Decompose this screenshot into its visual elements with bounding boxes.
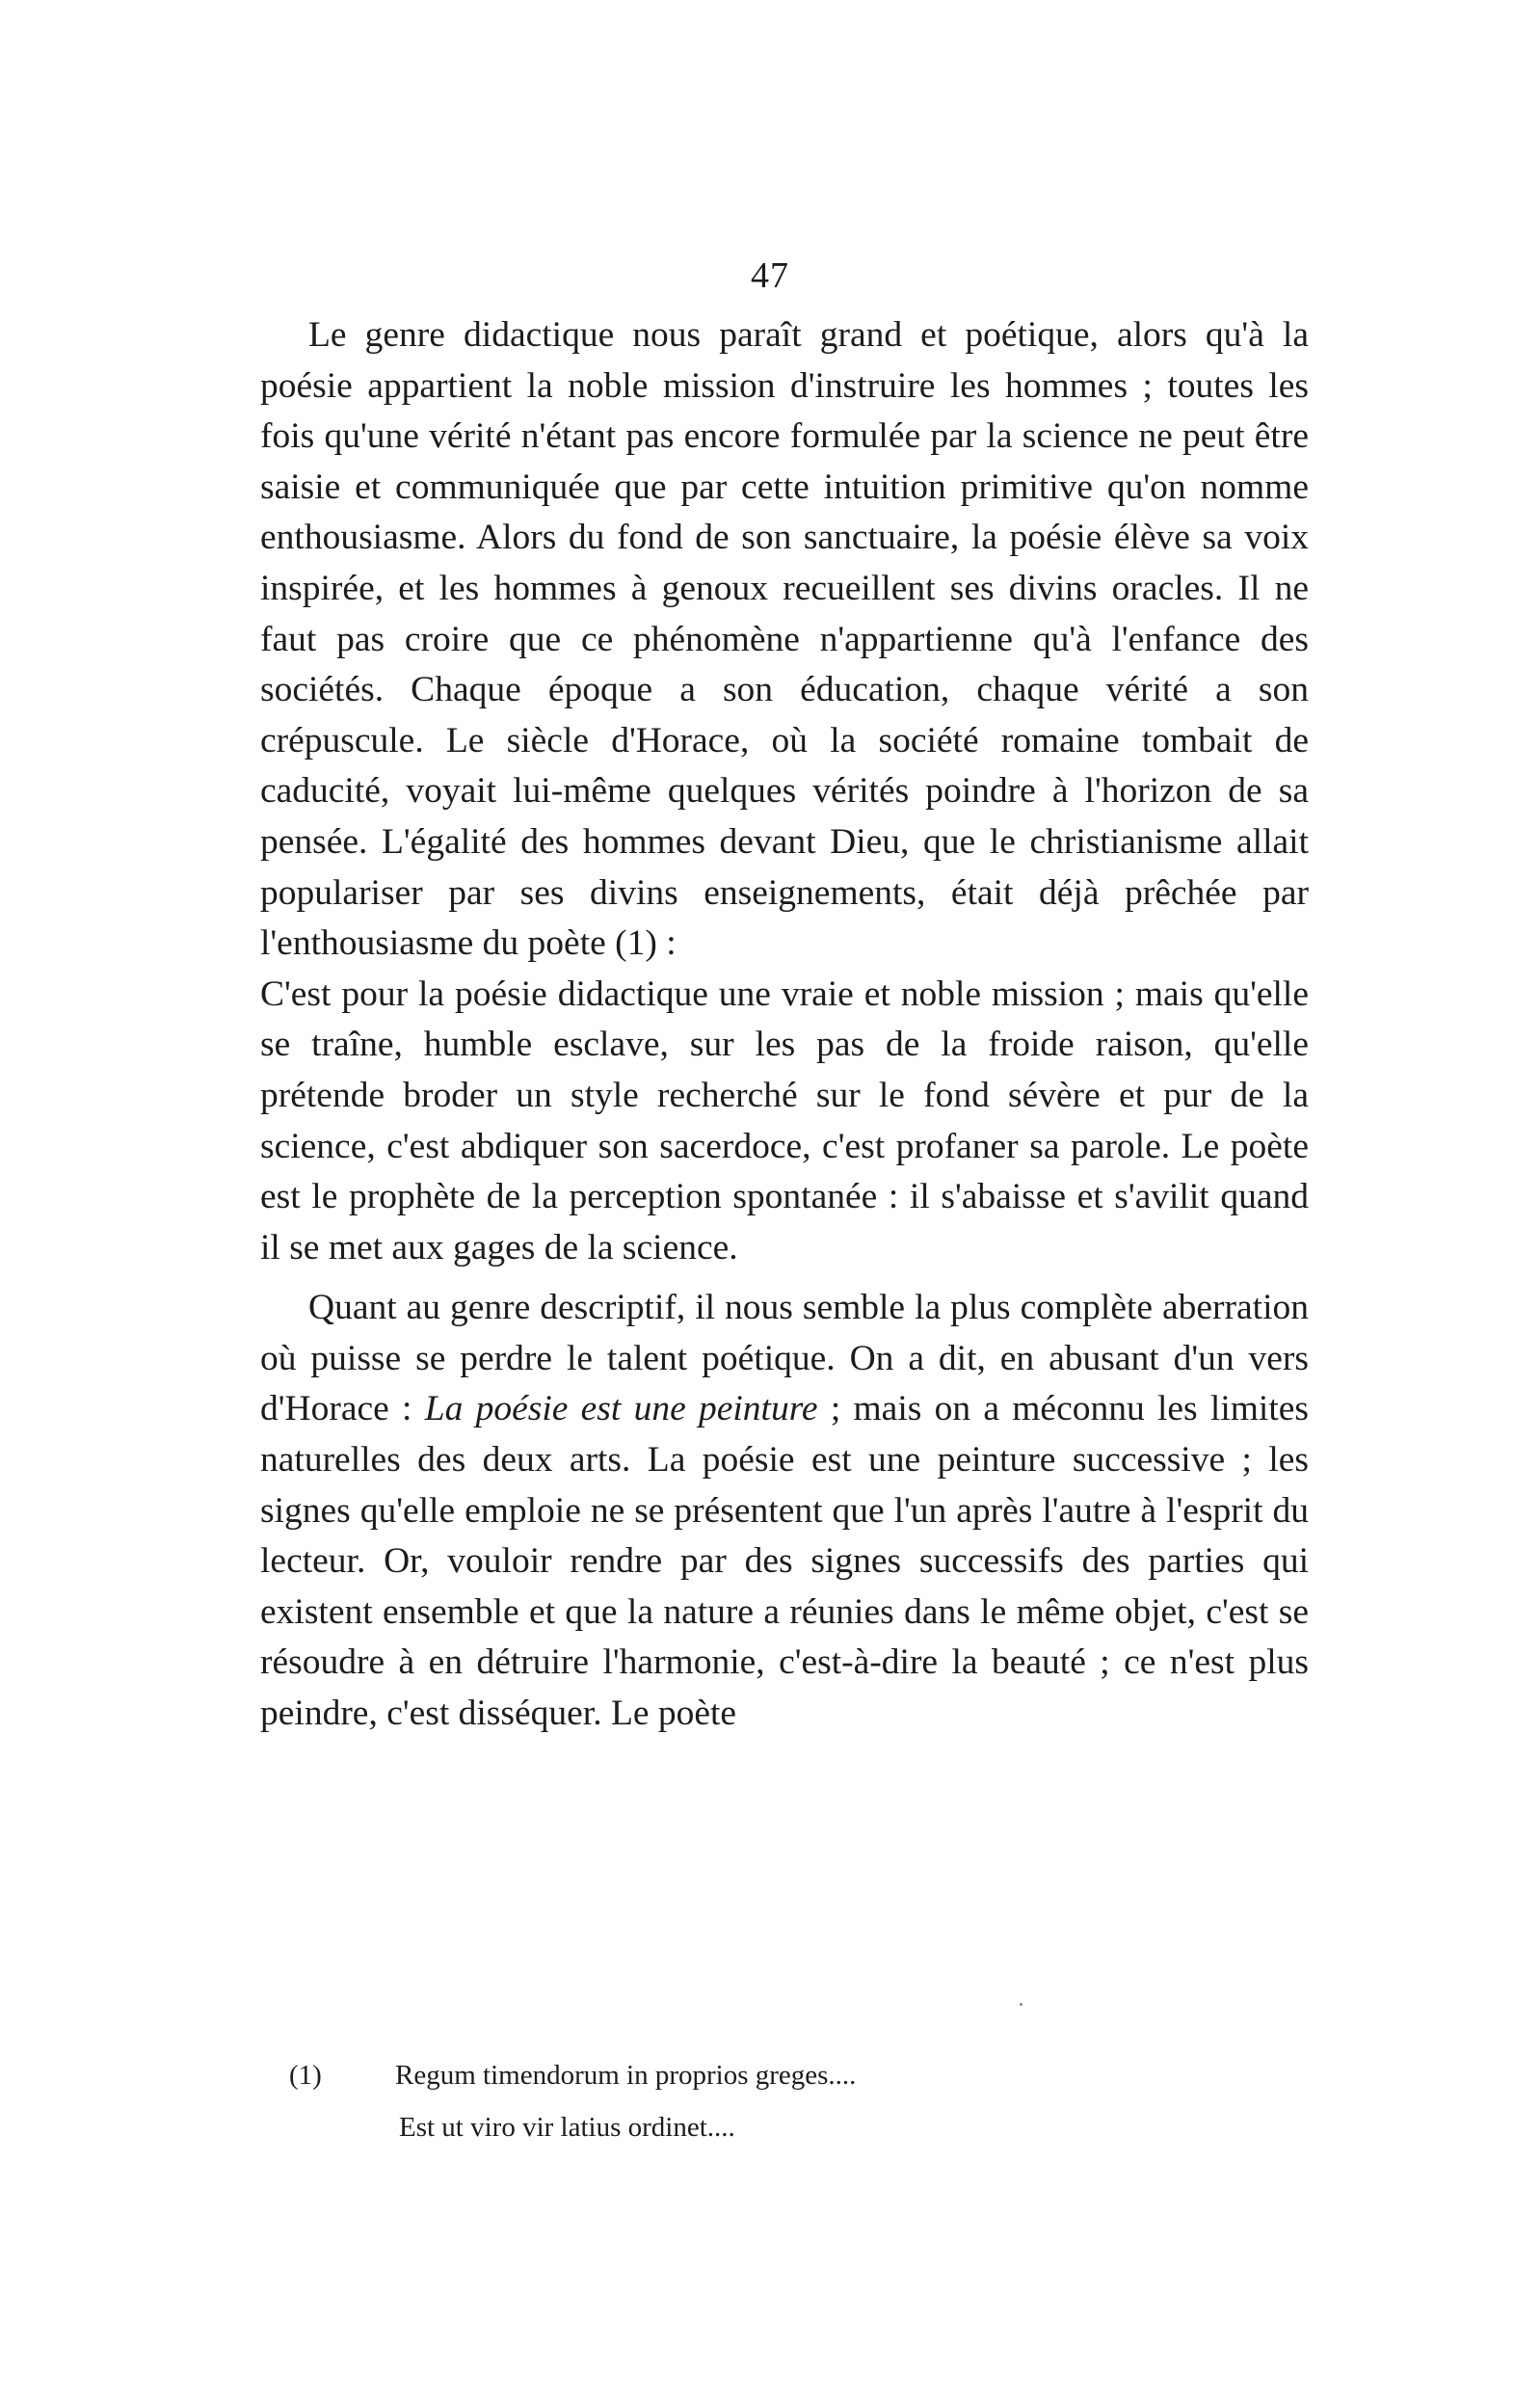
paragraph-text: Le genre didactique nous paraît grand et poétique, alors qu'à la poésie appartient la noble mission d'instruire les hommes ; toutes les fois qu'une vérité n'étant pas encore formulée par la science ne peut être saisie et communiquée que par cette intuition primitive qu'on nomme enthousiasme. Alors du fond de son sanctuaire, la poésie élève sa voix inspirée, et les hommes à genoux recueillent ses divins oracles. Il ne faut pas croire que ce phénomène n'appartienne qu'à l'enfance des sociétés. Chaque époque a son éducation, chaque vérité a son crépuscule. Le siècle d'Horace, où la société romaine tombait de caducité, voyait lui-même quelques vérités poindre à l'horizon de sa pensée. L'égalité des hommes devant Dieu, que le christianisme allait populariser par ses divins enseignements, était déjà prêchée par l'enthousiasme du poète (1) :: [260, 315, 1309, 964]
print-speck: [1020, 2003, 1022, 2006]
footnote-line-2: Est ut viro vir latius ordinet....: [399, 2112, 735, 2143]
footnote-line-1: [289, 2049, 856, 2101]
paragraph-descriptive-genre: [260, 1283, 1309, 1739]
footnotes: [289, 2049, 856, 2153]
paragraph-text: Quant au genre descriptif, il nous semble la plus complète aberration où puisse se perdre le talent poétique. On a dit, en abusant d'un vers d'Horace :: [260, 1288, 1309, 1429]
body-text: [260, 310, 1309, 1740]
footnote-text: Regum timendorum in proprios greges....: [395, 2060, 857, 2091]
page-number: 47: [751, 255, 789, 296]
paragraph-didactic-intro: [260, 310, 1309, 970]
quoted-horace-italic: La poésie est une peinture: [424, 1389, 818, 1429]
paragraph-text: ; mais on a méconnu les limites naturelles des deux arts. La poésie est une peinture successive ; les signes qu'elle emploie ne se présentent que l'un après l'autre à l'esprit du lecteur. Or, vouloir rendre par des signes successifs des parties qui existent ensemble et que la nature a réunies dans le même objet, c'est se résoudre à en détruire l'harmonie, c'est-à-dire la beauté ; ce n'est plus peindre, c'est disséquer. Le poète: [260, 1389, 1309, 1734]
paragraph-text: C'est pour la poésie didactique une vraie et noble mission ; mais qu'elle se traîne, humble esclave, sur les pas de la froide raison, qu'elle prétende broder un style recherché sur le fond sévère et pur de la science, c'est abdiquer son sacerdoce, c'est profaner sa parole. Le poète est le prophète de la perception spontanée : il s'abaisse et s'avilit quand il se met aux gages de la science.: [260, 974, 1309, 1268]
paragraph-didactic-mission: [260, 970, 1309, 1274]
footnote-marker: (1): [289, 2060, 322, 2091]
